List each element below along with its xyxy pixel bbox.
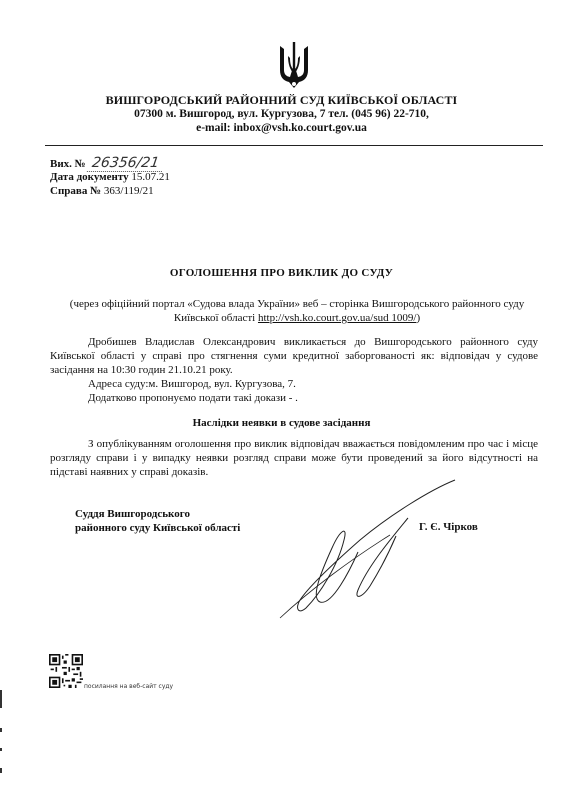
outgoing-number-label: Вих. № [50,158,86,170]
qr-code-label: посилання на веб-сайт суду [84,683,174,690]
case-number-label: Справа № [50,185,102,197]
court-email: e-mail: inbox@vsh.ko.court.gov.ua [196,122,367,134]
portal-note [62,297,532,325]
judge-title [75,507,240,535]
signature-icon [240,470,480,620]
coat-of-arms-icon [277,40,311,90]
court-address: 07300 м. Вишгород, вул. Кургузова, 7 тел. (045 96) 22-710, [134,108,429,120]
case-number-value: 363/119/21 [103,185,154,197]
evidence-line: Додатково пропонуємо подати такі докази - . [88,392,298,404]
scan-edge-marks [0,690,4,800]
qr-code-icon[interactable] [49,654,83,688]
announcement-title: ОГОЛОШЕННЯ ПРО ВИКЛИК ДО СУДУ [169,267,394,279]
judge-title-line-2: районного суду Київської області [75,522,241,534]
outgoing-number-row [50,155,164,172]
judge-title-line-1: Суддя Вишгородського [75,508,190,520]
judge-name: Г. Є. Чірков [419,521,478,533]
header-divider [45,145,543,146]
consequences-paragraph: З опублікуванням оголошення про виклик відповідач вважається повідомленим про час і місце розгляду справи і у випадку неявки розгляд справи може бути проведений за його відсутності на підставі наявних у справі доказів. [50,438,538,478]
court-address-line: Адреса суду:м. Вишгород, вул. Кургузова, 7. [88,378,296,390]
summons-paragraph: Дробишев Владислав Олександрович викликається до Вишгородського районного суду Київської області у справі про стягнення суми кредитної заборгованості як: відповідач у судове засідання на 10:30 годин 21.10.21 року. [50,336,538,376]
consequences-title: Наслідки неявки в судове засідання [192,417,371,429]
court-website-link[interactable]: http://vsh.ko.court.gov.ua/sud 1009/ [257,312,417,324]
portal-note-close: ) [416,312,421,324]
outgoing-number-handwritten: 26356/21 [87,155,164,172]
case-number-row [50,185,154,197]
court-name: ВИШГОРОДСЬКИЙ РАЙОННИЙ СУД КИЇВСЬКОЇ ОБЛАСТІ [105,93,458,107]
document-date-label: Дата документу [50,171,129,183]
document-date-value: 15.07.21 [131,171,170,183]
portal-note-text: (через офіційний портал «Судова влада України» веб – сторінка Вишгородського районного суду Київської області [69,298,525,324]
document-date-row [50,171,170,183]
